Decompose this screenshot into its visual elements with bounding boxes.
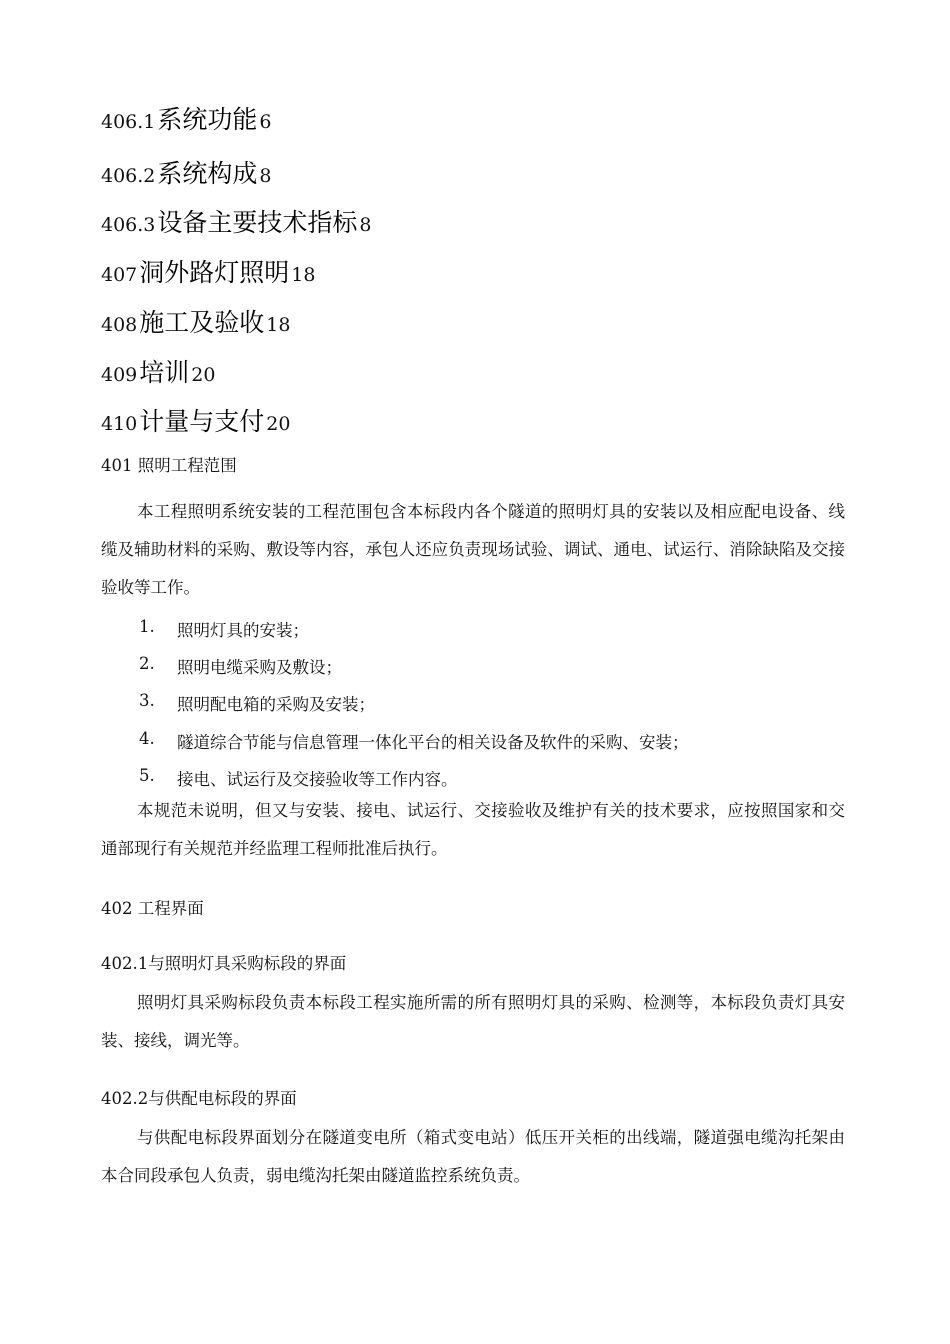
section-401-closing: 本规范未说明，但又与安装、接电、试运行、交接验收及维护有关的技术要求，应按照国家和交通部现行有关规范并经监理工程师批准后执行。	[101, 801, 845, 858]
list-item	[139, 766, 458, 790]
list-item	[139, 617, 309, 641]
toc-entry-page: 6	[259, 111, 272, 133]
list-item-number: 1.	[139, 617, 155, 636]
section-402-1-heading: 402.1与照明灯具采购标段的界面	[101, 954, 347, 973]
section-401-heading: 401 照明工程范围	[101, 456, 237, 475]
section-402-2-text: 与供配电标段界面划分在隧道变电所（箱式变电站）低压开关柜的出线端，隧道强电缆沟托架由本合同段承包人负责，弱电缆沟托架由隧道监控系统负责。	[101, 1128, 845, 1185]
toc-entry-number: 406.3	[101, 214, 156, 236]
list-item-text: 照明配电箱的采购及安装；	[177, 695, 375, 714]
toc-entry-page: 8	[359, 214, 372, 236]
list-item-text: 照明灯具的安装；	[177, 621, 309, 640]
list-item-text: 接电、试运行及交接验收等工作内容。	[177, 770, 458, 789]
toc-entry-page: 18	[291, 264, 316, 286]
list-item-number: 4.	[139, 729, 155, 748]
list-item-text: 隧道综合节能与信息管理一体化平台的相关设备及软件的采购、安装；	[177, 733, 689, 752]
toc-entry-number: 408	[101, 314, 138, 336]
toc-entry[interactable]	[101, 402, 290, 438]
section-402-2-heading: 402.2与供配电标段的界面	[101, 1089, 297, 1108]
toc-entry[interactable]	[101, 303, 290, 339]
toc-entry-number: 409	[101, 364, 138, 386]
list-item-number: 5.	[139, 766, 155, 785]
toc-entry-number: 410	[101, 413, 138, 435]
toc-entry-title: 系统构成	[157, 159, 258, 188]
toc-entry-number: 406.1	[101, 111, 156, 133]
section-402-1-text: 照明灯具采购标段负责本标段工程实施所需的所有照明灯具的采购、检测等，本标段负责灯具安装、接线，调光等。	[101, 993, 845, 1050]
list-item-number: 3.	[139, 691, 155, 710]
list-item	[139, 654, 342, 678]
toc-entry-title: 培训	[139, 358, 190, 387]
section-401-intro: 本工程照明系统安装的工程范围包含本标段内各个隧道的照明灯具的安装以及相应配电设备、线缆及辅助材料的采购、敷设等内容，承包人还应负责现场试验、调试、通电、试运行、消除缺陷及交接验收等工作。	[101, 502, 845, 597]
list-item-number: 2.	[139, 654, 155, 673]
toc-entry-page: 20	[191, 364, 216, 386]
list-item	[139, 729, 689, 753]
toc-entry-title: 系统功能	[157, 105, 258, 134]
toc-entry-page: 8	[259, 165, 272, 187]
toc-entry-number: 406.2	[101, 165, 156, 187]
toc-entry[interactable]	[101, 253, 315, 289]
list-item-text: 照明电缆采购及敷设；	[177, 658, 342, 677]
toc-entry-title: 设备主要技术指标	[157, 208, 358, 237]
toc-entry[interactable]	[101, 100, 272, 136]
toc-entry[interactable]	[101, 203, 372, 239]
toc-entry-title: 计量与支付	[139, 407, 265, 436]
toc-entry-page: 20	[266, 413, 291, 435]
toc-entry-page: 18	[266, 314, 291, 336]
toc-entry[interactable]	[101, 154, 272, 190]
toc-entry[interactable]	[101, 353, 215, 389]
section-402-heading: 402 工程界面	[101, 899, 204, 918]
toc-entry-title: 洞外路灯照明	[139, 258, 290, 287]
toc-entry-title: 施工及验收	[139, 308, 265, 337]
list-item	[139, 691, 375, 715]
toc-entry-number: 407	[101, 264, 138, 286]
